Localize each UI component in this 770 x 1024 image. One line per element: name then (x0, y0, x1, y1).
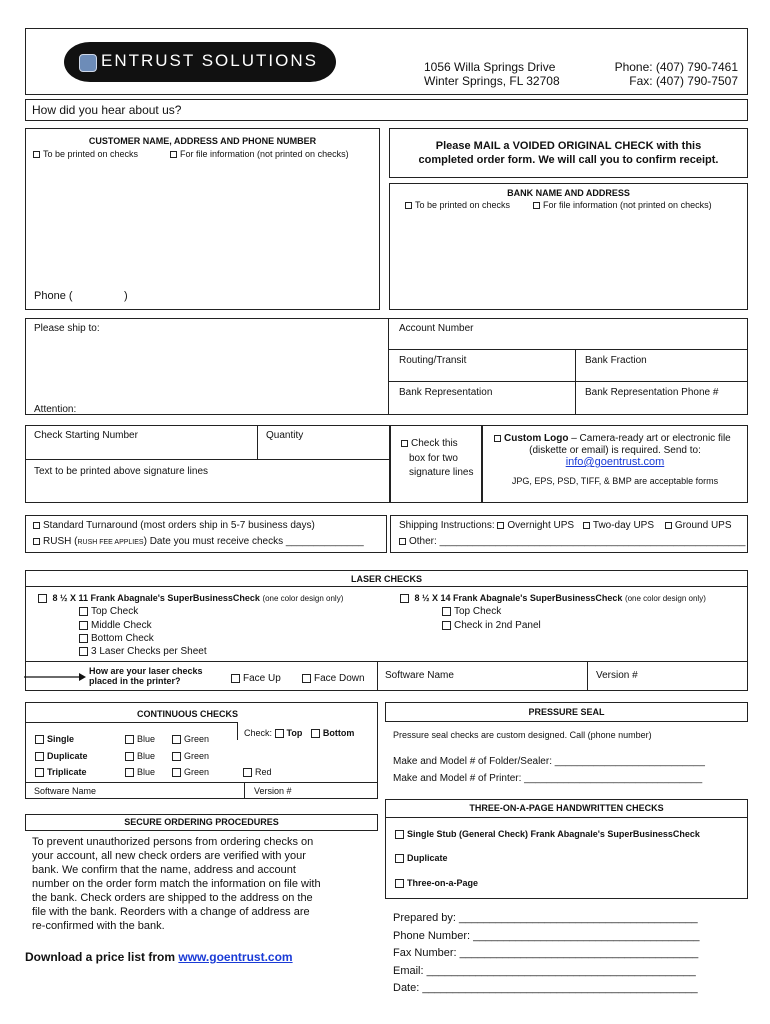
checkbox[interactable] (38, 594, 47, 603)
face-down-label: Face Down (314, 673, 365, 684)
laser-left-opt-middle[interactable] (79, 620, 152, 631)
two-signature-box[interactable] (390, 425, 482, 503)
bank-opt-file-label: For file information (not printed on checks) (543, 200, 712, 210)
address-line-1: 1056 Willa Springs Drive (424, 60, 556, 74)
check-start-label: Check Starting Number (34, 430, 138, 441)
secure-line: the bank. Check orders are shipped to the address on the (32, 892, 313, 904)
phone-number-field[interactable]: Phone Number: _____________________________________ (393, 930, 700, 942)
checkbox[interactable] (395, 879, 404, 888)
standard-turnaround-label: Standard Turnaround (most orders ship in 5-7 business days) (43, 520, 315, 531)
checkbox[interactable] (125, 735, 134, 744)
continuous-check-position (244, 728, 354, 738)
prepared-by-field[interactable]: Prepared by: _______________________________________ (393, 912, 698, 924)
logo-mark-icon (79, 54, 97, 72)
checkbox[interactable] (405, 202, 412, 209)
laser-right-opt-top[interactable] (442, 606, 501, 617)
bank-rep-phone-label: Bank Representation Phone # (585, 387, 719, 398)
rush-label: RUSH ( (43, 536, 78, 547)
checkbox[interactable] (170, 151, 177, 158)
custom-logo-desc: – Camera-ready art or electronic file (571, 433, 731, 444)
checkbox[interactable] (583, 522, 590, 529)
fax-number-field[interactable]: Fax Number: _______________________________________ (393, 947, 699, 959)
email-link[interactable]: info@goentrust.com (565, 456, 665, 468)
customer-title: CUSTOMER NAME, ADDRESS AND PHONE NUMBER (88, 136, 317, 146)
checkbox[interactable] (395, 854, 404, 863)
custom-logo-email[interactable] (482, 456, 748, 468)
shipping-other[interactable] (399, 536, 745, 547)
laser-title: LASER CHECKS (350, 574, 422, 584)
two-sig-text-1: Check this (411, 438, 458, 449)
secure-line: number on the order form match the information on file with (32, 878, 321, 890)
face-down-option[interactable] (302, 673, 365, 684)
continuous-single[interactable] (35, 734, 74, 744)
standard-turnaround-option[interactable] (33, 520, 315, 531)
divider (587, 661, 588, 691)
company-logo (64, 42, 336, 82)
secure-line: bank. We confirm that the name, address and account (32, 864, 296, 876)
ground-ups-label: Ground UPS (674, 520, 732, 531)
checkbox[interactable] (442, 621, 451, 630)
green-label: Green (184, 751, 210, 761)
laser-right-panel-label: Check in 2nd Panel (454, 620, 541, 631)
divider (25, 782, 378, 783)
pressure-printer: Make and Model # of Printer: ________________________________ (393, 773, 703, 784)
bank-opt-file[interactable] (533, 200, 712, 210)
checkbox[interactable] (79, 607, 88, 616)
divider (25, 586, 748, 587)
download-price-list (25, 950, 293, 964)
logo-text: ENTRUST SOLUTIONS (101, 51, 318, 70)
customer-phone-label: Phone ( (34, 290, 73, 302)
checkbox[interactable] (494, 435, 501, 442)
laser-3per-label: 3 Laser Checks per Sheet (91, 646, 207, 657)
ship-account-box (25, 318, 748, 415)
checkbox[interactable] (311, 729, 320, 738)
rush-fee-label: RUSH FEE APPLIES (77, 539, 144, 546)
twoday-ups-label: Two-day UPS (592, 520, 655, 531)
blue-label: Blue (137, 767, 156, 777)
custom-logo-title: Custom Logo (504, 433, 569, 444)
checkbox[interactable] (172, 735, 181, 744)
customer-opt-file[interactable] (170, 149, 349, 159)
mail-notice-line-1: Please MAIL a VOIDED ORIGINAL CHECK with this (435, 140, 702, 152)
overnight-ups-label: Overnight UPS (507, 520, 575, 531)
laser-version-label: Version # (596, 670, 638, 681)
checkbox[interactable] (33, 151, 40, 158)
laser-bottom-check-label: Bottom Check (91, 633, 154, 644)
bank-title: BANK NAME AND ADDRESS (507, 188, 630, 198)
laser-left-opt-bottom[interactable] (79, 633, 154, 644)
single-green[interactable] (172, 734, 209, 744)
three-single-label: Single Stub (General Check) Frank Abagnale's SuperBusinessCheck (407, 829, 700, 839)
three-duplicate-option[interactable] (395, 853, 448, 863)
customer-phone-close: ) (124, 290, 128, 302)
account-number-label: Account Number (399, 323, 474, 334)
divider (388, 381, 748, 382)
duplicate-green[interactable] (172, 751, 209, 761)
download-text: Download a price list from (25, 950, 176, 964)
date-field[interactable]: Date: _____________________________________________ (393, 982, 698, 994)
checkbox[interactable] (79, 647, 88, 656)
two-sig-line-3: signature lines (409, 467, 474, 478)
checkbox[interactable] (35, 752, 44, 761)
laser-left-opt-3per[interactable] (79, 646, 207, 657)
divider (385, 817, 748, 818)
custom-logo-line-2: (diskette or email) is required. Send to: (529, 445, 701, 456)
triplicate-label: Triplicate (47, 767, 87, 777)
pressure-title: PRESSURE SEAL (528, 707, 605, 717)
divider (25, 459, 390, 460)
continuous-bottom-label: Bottom (322, 728, 355, 738)
laser-top-check-label: Top Check (91, 606, 139, 617)
single-label: Single (47, 734, 75, 744)
mail-notice-box (389, 128, 748, 178)
green-label: Green (184, 734, 210, 744)
continuous-title: CONTINUOUS CHECKS (136, 709, 238, 719)
printer-question-2: placed in the printer? (89, 676, 181, 686)
checkbox[interactable] (79, 634, 88, 643)
pressure-note: Pressure seal checks are custom designed. Call (phone number) (393, 730, 652, 740)
secure-line: file with the bank. Reorders with a change of address are (32, 906, 310, 918)
customer-opt-printed[interactable] (33, 149, 138, 159)
face-up-option[interactable] (231, 673, 281, 684)
continuous-top-label: Top (286, 728, 303, 738)
quantity-label: Quantity (266, 430, 304, 441)
shipping-instructions (399, 520, 732, 531)
address-line-2: Winter Springs, FL 32708 (424, 74, 560, 88)
secure-body (32, 835, 321, 933)
checkbox[interactable] (400, 594, 409, 603)
three-three-option[interactable] (395, 878, 478, 888)
triplicate-red[interactable] (243, 767, 272, 777)
checkbox[interactable] (275, 729, 284, 738)
laser-left-note: (one color design only) (262, 594, 344, 603)
divider (25, 722, 237, 723)
blue-label: Blue (137, 751, 156, 761)
green-label: Green (184, 767, 210, 777)
mail-notice-line-2: completed order form. We will call you to confirm receipt. (418, 154, 719, 166)
fraction-label: Bank Fraction (585, 355, 647, 366)
custom-logo-formats: JPG, EPS, PSD, TIFF, & BMP are acceptable forms (511, 476, 719, 486)
divider (388, 318, 389, 415)
laser-right-opt-panel[interactable] (442, 620, 541, 631)
blue-label: Blue (137, 734, 156, 744)
face-up-label: Face Up (243, 673, 281, 684)
checkbox[interactable] (172, 768, 181, 777)
checkbox[interactable] (395, 830, 404, 839)
divider (25, 661, 748, 662)
rush-date-label: ) Date you must receive checks ______________ (143, 536, 364, 547)
routing-label: Routing/Transit (399, 355, 467, 366)
bank-rep-label: Bank Representation (399, 387, 493, 398)
ship-to-label: Please ship to: (34, 323, 100, 334)
secure-title: SECURE ORDERING PROCEDURES (124, 817, 279, 827)
company-phone: Phone: (407) 790-7461 (614, 60, 738, 74)
checkbox[interactable] (35, 735, 44, 744)
laser-software-label: Software Name (385, 670, 454, 681)
divider (388, 349, 748, 350)
checkbox[interactable] (399, 538, 406, 545)
continuous-version-label: Version # (254, 786, 292, 796)
laser-left-title-row[interactable] (38, 593, 343, 603)
shipping-label: Shipping Instructions: (399, 520, 495, 531)
three-duplicate-label: Duplicate (407, 853, 448, 863)
arrow-right-icon (24, 672, 86, 682)
checkbox[interactable] (533, 202, 540, 209)
continuous-software-label: Software Name (34, 786, 97, 796)
three-single-option[interactable] (395, 829, 700, 839)
divider (377, 661, 378, 691)
customer-opt-printed-label: To be printed on checks (43, 149, 139, 159)
laser-middle-check-label: Middle Check (91, 620, 152, 631)
divider (575, 349, 576, 415)
secure-line: re-confirmed with the bank. (32, 920, 165, 932)
laser-right-title-row[interactable] (400, 593, 706, 603)
checkbox[interactable] (302, 674, 311, 683)
checkbox[interactable] (497, 522, 504, 529)
bank-opt-printed-label: To be printed on checks (415, 200, 511, 210)
two-sig-line-2: box for two (409, 453, 458, 464)
shipping-other-label: Other: _______________________________________________________ (409, 536, 746, 547)
continuous-check-label: Check: (244, 728, 273, 738)
checkbox[interactable] (665, 522, 672, 529)
price-list-link[interactable]: www.goentrust.com (178, 950, 293, 964)
printer-question-1: How are your laser checks (89, 666, 203, 676)
checkbox[interactable] (33, 538, 40, 545)
checkbox[interactable] (401, 440, 408, 447)
checkbox[interactable] (125, 768, 134, 777)
checkbox[interactable] (172, 752, 181, 761)
laser-left-opt-top[interactable] (79, 606, 138, 617)
triplicate-green[interactable] (172, 767, 209, 777)
triplicate-blue[interactable] (125, 767, 155, 777)
checkbox[interactable] (231, 674, 240, 683)
continuous-triplicate[interactable] (35, 767, 87, 777)
company-fax: Fax: (407) 790-7507 (629, 74, 738, 88)
checkbox[interactable] (243, 768, 252, 777)
rush-option[interactable] (33, 536, 364, 547)
secure-line: To prevent unauthorized persons from ordering checks on (32, 836, 314, 848)
bank-opt-printed[interactable] (405, 200, 510, 210)
email-field[interactable]: Email: ____________________________________________ (393, 965, 696, 977)
laser-right-top-label: Top Check (454, 606, 502, 617)
secure-line: your account, all new check orders are verified with your (32, 850, 306, 862)
duplicate-label: Duplicate (47, 751, 88, 761)
attention-label: Attention: (34, 404, 77, 415)
checkbox[interactable] (35, 768, 44, 777)
checkbox[interactable] (125, 752, 134, 761)
checkbox[interactable] (79, 621, 88, 630)
laser-right-note: (one color design only) (624, 594, 706, 603)
divider (244, 782, 245, 799)
three-on-page-title: THREE-ON-A-PAGE HANDWRITTEN CHECKS (469, 803, 664, 813)
hear-about-label: How did you hear about us? (32, 103, 182, 117)
laser-right-title: 8 ½ X 14 Frank Abagnale's SuperBusinessCheck (414, 593, 623, 603)
customer-opt-file-label: For file information (not printed on checks) (180, 149, 349, 159)
divider (237, 722, 238, 740)
duplicate-blue[interactable] (125, 751, 155, 761)
three-three-label: Three-on-a-Page (407, 878, 479, 888)
checkbox[interactable] (442, 607, 451, 616)
custom-logo-line-1[interactable] (494, 433, 731, 444)
single-blue[interactable] (125, 734, 155, 744)
continuous-duplicate[interactable] (35, 751, 88, 761)
checkbox[interactable] (33, 522, 40, 529)
two-sig-line-1[interactable] (401, 438, 458, 449)
red-label: Red (255, 767, 272, 777)
signature-text-label: Text to be printed above signature lines (34, 466, 208, 477)
pressure-folder: Make and Model # of Folder/Sealer: ___________________________ (393, 756, 705, 767)
divider (257, 425, 258, 459)
laser-left-title: 8 ½ X 11 Frank Abagnale's SuperBusinessCheck (52, 593, 260, 603)
